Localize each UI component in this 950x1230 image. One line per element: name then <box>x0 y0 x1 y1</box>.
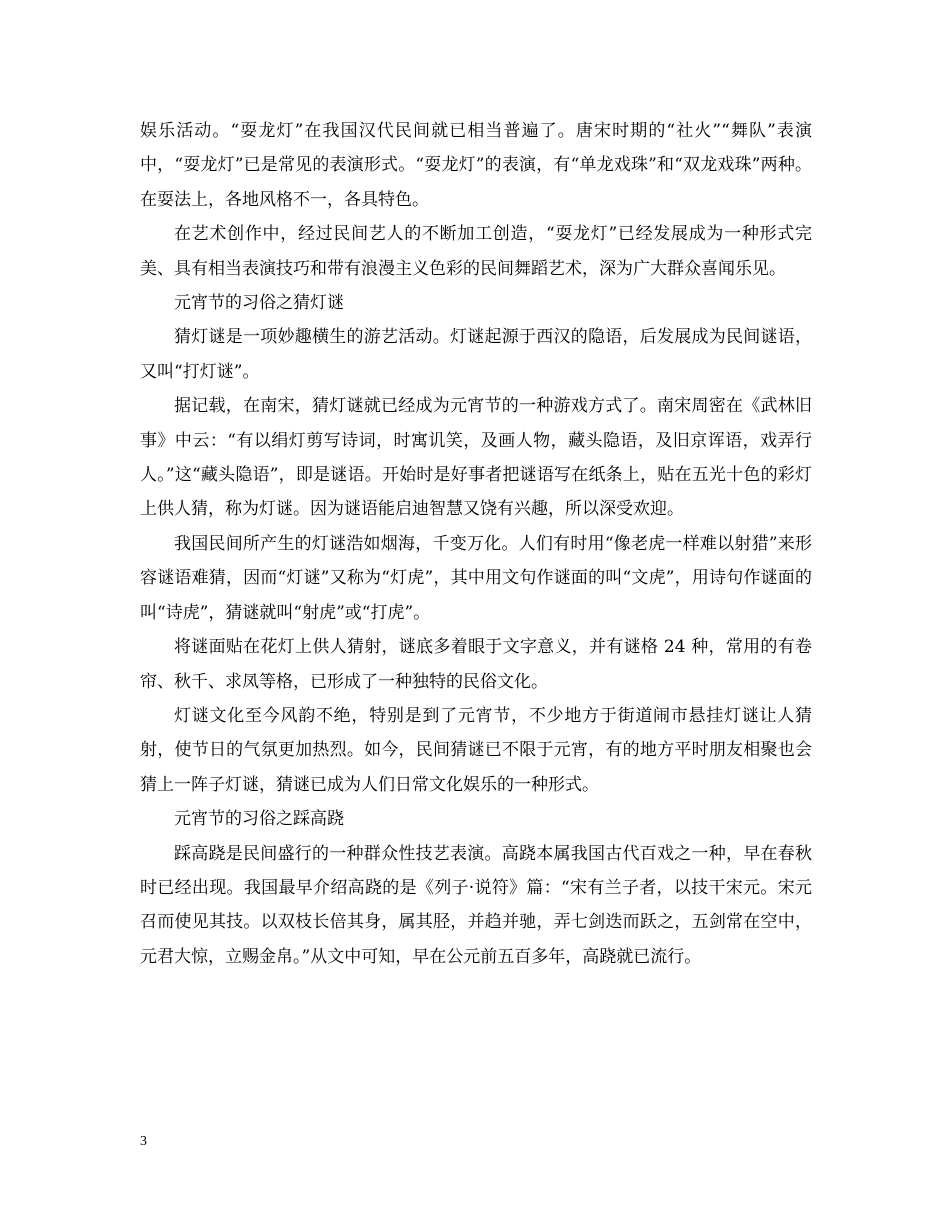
paragraph: 灯谜文化至今风韵不绝，特别是到了元宵节，不少地方于街道闹市悬挂灯谜让人猜射，使节日的气氛更加热烈。如今，民间猜谜已不限于元宵，有的地方平时朋友相聚也会猜上一阵子灯谜，猜谜已成为人们日常文化娱乐的一种形式。 <box>140 705 812 795</box>
paragraph: 据记载，在南宋，猜灯谜就已经成为元宵节的一种游戏方式了。南宋周密在《武林旧事》中云：“有以绢灯剪写诗词，时寓讥笑，及画人物，藏头隐语，及旧京诨语，戏弄行人。”这“藏头隐语”，即是谜语。开始时是好事者把谜语写在纸条上，贴在五光十色的彩灯上供人猜，称为灯谜。因为谜语能启迪智慧又饶有兴趣，所以深受欢迎。 <box>140 396 812 520</box>
paragraph: 踩高跷是民间盛行的一种群众性技艺表演。高跷本属我国古代百戏之一种，早在春秋时已经出现。我国最早介绍高跷的是《列子·说符》篇：“宋有兰子者，以技干宋元。宋元召而使见其技。以双枝长倍其身，属其胫，并趋并驰，弄七剑迭而跃之，五剑常在空中，元君大惊，立赐金帛。”从文中可知，早在公元前五百多年，高跷就已流行。 <box>140 843 812 967</box>
paragraph: 在艺术创作中，经过民间艺人的不断加工创造，“耍龙灯”已经发展成为一种形式完美、具有相当表演技巧和带有浪漫主义色彩的民间舞蹈艺术，深为广大群众喜闻乐见。 <box>140 224 812 279</box>
paragraph: 我国民间所产生的灯谜浩如烟海，千变万化。人们有时用“像老虎一样难以射猎”来形容谜语难猜，因而“灯谜”又称为“灯虎”，其中用文句作谜面的叫“文虎”，用诗句作谜面的叫“诗虎”，猜谜就叫“射虎”或“打虎”。 <box>140 533 812 623</box>
paragraph-continuation: 娱乐活动。“耍龙灯”在我国汉代民间就已相当普遍了。唐宋时期的“社火”“舞队”表演中，“耍龙灯”已是常见的表演形式。“耍龙灯”的表演，有“单龙戏珠”和“双龙戏珠”两种。在耍法上，各地风格不一，各具特色。 <box>140 121 812 210</box>
document-body <box>140 114 812 974</box>
paragraph: 将谜面贴在花灯上供人猜射，谜底多着眼于文字意义，并有谜格 24 种，常用的有卷帘、秋千、求凤等格，已形成了一种独特的民俗文化。 <box>140 637 812 692</box>
section-heading-guess-lantern-riddles: 元宵节的习俗之猜灯谜 <box>174 293 344 314</box>
page-number: 3 <box>140 1134 147 1149</box>
paragraph: 猜灯谜是一项妙趣横生的游艺活动。灯谜起源于西汉的隐语，后发展成为民间谜语，又叫“打灯谜”。 <box>140 327 812 382</box>
section-heading-stilt-walking: 元宵节的习俗之踩高跷 <box>174 809 344 830</box>
